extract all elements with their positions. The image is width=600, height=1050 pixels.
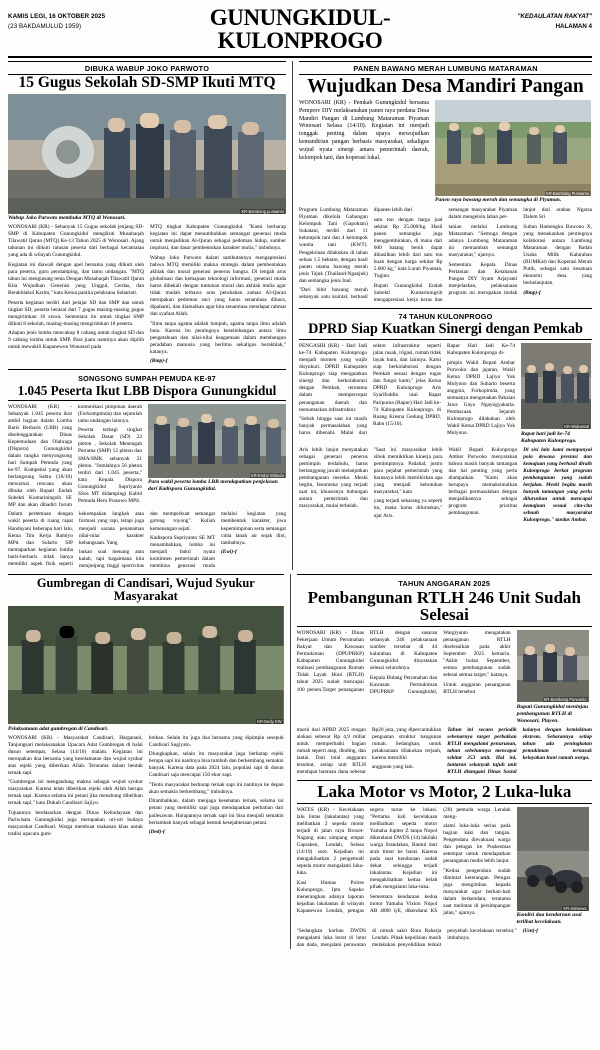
article-bawang-photo-wrap xyxy=(435,100,591,204)
paragraph: Sementara Kepala Dinas Pertanian dan Ketahanan Pangan DIY Syam Arjayanti menjelaskan, pelaksanaan program ini merupakan tindak lanjut dari arahan Ngarsa Dalem Sri xyxy=(448,207,592,296)
paragraph: tanian melalui Lumbung Mataraman. "Semoga dengan adanya Lumbung Mataraman ini memambah semangat masyarakat," ujarnya. xyxy=(448,223,518,259)
article-mtq-caption: Wabup Joko Parwoto membuka MTQ di Wonosari. xyxy=(8,215,126,222)
photo-illustration xyxy=(517,630,589,702)
article-bawang-headline: Wujudkan Desa Mandiri Pangan xyxy=(307,75,584,97)
paragraph: WONOSARI (KR) - Sebanyak 15 Gugus sekolah jenjang SD-SMP di Kabupaten Gunungkidul mengikuti Musabaqah Tilawatil Quran (MTQ) Ke-13 Tahun 2025 di Wonosari. Ajang tahunan ini diikuti ratusan peserta dari berbagai kecamatan yang ada di wilayah Gunungkidul. xyxy=(8,224,144,259)
left-column-2 xyxy=(8,574,284,949)
page-title: GUNUNGKIDUL-KULONPROGO xyxy=(209,5,391,53)
photo-illustration xyxy=(435,100,591,196)
paragraph: brekan. Selain itu juga doa bersama yang dipimpin sesepuh Candisari Sugiyato. xyxy=(148,734,284,748)
article-gumbregan-body xyxy=(8,735,284,840)
photo-illustration xyxy=(8,94,286,214)
divider xyxy=(297,803,592,804)
article-gumbregan-photo-credit: KR-Dedy EW xyxy=(257,719,282,725)
article-laka xyxy=(297,783,592,949)
article-laka-photo xyxy=(517,807,589,911)
paragraph: Dalam pertemuan dengan wakil peserta di ruang rapat Handayani beberapa hari lalu, Ketua Tim Kerja Ramiyo MPd dan Sularto SIP memaparkan kegiatan lomba baris-berbaris tidak hanya memiliki aspek fisik seperti kekompakan langkah atau formasi yang rapi, tetapi juga menjadi sarana penanaman nilai-nilai karakter kebangsaan. Yang xyxy=(8,511,144,567)
paragraph: WONOSARI (KR) - Sebanyak 1.045 peserta ikut ambil bagian dalam Lomba Baris Berbaris (LBB) yang diselenggarakan Dinas Kepemudaan dan Olahraga (Dispora) Gunungkidul dalam rangka menyongsong hari Sumpah Pemuda yang ke-97. Kompetisi yang akan berlangsung Sabtu (18/10) mewarnai rencana akan dibuka oleh Bupati Endah Subekti Kuntariningsih SE MP dan akan dihadiri forum komunikasi pimpinan daerah (Forkompimda) dan sejumlah tamu undangan lainnya. xyxy=(8,403,142,509)
photo-illustration xyxy=(521,343,591,429)
photo-illustration xyxy=(517,807,589,911)
photo-illustration xyxy=(8,606,284,724)
divider xyxy=(297,626,592,627)
paragraph: Wakil Bupati Kulonprogo Ambar Purwoko menyatakan bahwa masih banyak tantangan dan hal penting yang perlu diampaikan. "Kami akan berupaya memaksimalkan berbagai permasalahan dengan menjadikannya sebagai program prioritas pembangunan. xyxy=(448,446,518,517)
paragraph: Tujuannya berdasarkan dengan Dinas Kebudayaan dan Pariwisata Gunungkidul juga merupakan uri-uri budaya masyarakat Candisari. Warga membuat makanan khas untuk tradisi upacara gum- xyxy=(8,810,143,838)
paragraph: Kepala Bidang Perumahan dan Kawasan Permukiman DPUPRKP Gunungkidul, Wargiyanto mengatakan penanganan RTLH diselesaikan pada akhir September 2025 kemarin. "Akhir bulan September, semua pembangunan sudah selesai semua target," katanya. xyxy=(369,630,511,695)
article-laka-endmark: (Unt)-f xyxy=(522,928,539,935)
paragraph: Program Lumbung Mataraman Piyaman dikelola Gabungan Kelompok Tani (Gapoktan) Sukatani, terdiri dari 11 kelompok tani dan 4 kelompok wanita tani (KWT). Pengelolaan dilakukan di lahan seluas 1,5 hektare, dengan hasil panen utama bawang merah jenis Tajuk (Thailand-Nganjuk) dan semangka jenis Inul. xyxy=(299,207,368,284)
paragraph: bukan soal menang atau kalah, tapi bagaimana kita menjunjung tinggi sportivitas dan memperkuat semangat gotong royong". Kuliah kemenangan sejati. xyxy=(79,511,215,570)
article-bawang-endmark: (Bmp)-f xyxy=(523,289,541,296)
article-bawang-lead: WONOSARI (KR) - Pemkab Gunungkidul bersama Pemprov DIY melaksanakan panen raya perdana Desa Mandiri Pangan di Lumbung Mataraman Piyaman Wonosari Selasa (14/10). Kegiatan ini menjadi tonggak penting dalam upaya mewujudkan kemandirian pangan berbasis masyarakat, sekaligus wujud nyata sinergi antara pemerintah daerah, kelompok tani, dan koperasi lokal. xyxy=(299,99,429,162)
masthead xyxy=(8,6,592,54)
paragraph: "Sedangkan korban DWDS mengalami luka berat di lutut dan dada, menjalani perawatan di rumah sakit Rura Raharja Lendah. Pihak kepolisian masih melakukan penyelidikan terkait penyebab kecelakaan tersebut," imbuhnya. xyxy=(296,928,517,949)
article-dprd-photo xyxy=(521,343,591,429)
article-gumbregan-caption: Pelaksanaan adat gumbregan di Candisari. xyxy=(8,725,109,732)
paragraph: murni dari APBD 2025 rengan alokasi sebesar Rp 4,9 miliar untuk memperbaiki bagian rumah seperti atap, dinding, dan lantai. Dari total anggaran tersebut, setiap unit RTLH mendapat bantuan dana sebesar Rp20 juta, yang dipercantukkan penguatan struktur bangunan rumah. Sedangkan, untuk pelaksanaan dilakukan terjauh, karena memiliki xyxy=(296,726,442,775)
right-column xyxy=(292,61,592,570)
article-mtq-photo-credit: KR-Bambang purwanto xyxy=(241,208,284,214)
paragraph: WONOSARI (KR) - Masyarakat Candisari, Harganani, Tanjungsari melaksanakan Upacara Adat Gumbregan di balai dusun setempat, Selasa (14/10) malam. Kegiatan ini merupakan doa bersama yang keselamatan dan wujud syukur atas rejeki yang diberikan Allah. Terutama dalam bentuk ternak sapi. xyxy=(8,734,143,776)
divider xyxy=(299,308,592,309)
masthead-rule xyxy=(8,56,592,58)
paragraph: satu ton dengan harga jual sekitar Rp 25.000/kg. Hasil panen semangka juga menggembirakan, di mana dari 600 batang benih dapat dihasilkan lebih dari satu ton buah dengan harga sekitar Rp 5.000 kg," kata Lurah Piyaman, Tugino. xyxy=(373,216,443,280)
article-laka-photo-credit: KR-Istimewa xyxy=(563,905,587,911)
photo-illustration xyxy=(148,404,286,478)
paragraph: PENGASIH (KR) - Hari Jadi ke-74 Kabupaten Kulonprogo menjadi momen yang wajib disyukuri. DPRD Kabupaten Kulonprogo siap menguatkan sinergi dan berkolaborasi dengan Pemkab, terutama dalam mempercepat penanganan daerah dan menuntaskan infrastruktur. xyxy=(299,343,367,413)
article-dprd-caption: Rapat hari jadi ke-74 Kabupaten Kulonprogo. xyxy=(521,430,577,444)
masthead-meta xyxy=(472,6,592,32)
middle-section xyxy=(8,574,592,949)
left-column xyxy=(8,61,286,570)
masthead-page-number: HALAMAN 4 xyxy=(555,22,592,30)
masthead-date-line1: KAMIS LEGI, 16 OKTOBER 2025 xyxy=(8,13,106,20)
paragraph: MTQ tingkat Kabupaten Gunungkidul. "Kami berharap kegiatan ini dapat menumbuhkan semangat generasi muda untuk menjadikan Al-Quran sebagai pedoman hidup, sumber inspirasi, dan dasar pembentukan karakter mulia," imbuhnya. xyxy=(150,224,286,252)
article-mtq-photo xyxy=(8,94,286,214)
paragraph: Bupati Gunungkidul Endah Subekti Kuntariningsih mengapresiasi kerja keras dan semangat masyarakat Piyaman dalam mengelola lahan per- xyxy=(373,207,518,303)
article-bawang xyxy=(299,61,592,304)
article-lbb-kicker: SONGSONG SUMPAH PEMUDA KE-97 xyxy=(78,373,216,383)
paragraph: "Saat ini masyarakat lebih sibuk memikirkan kinerja para pemimpinnya. Padahal, justru para pejabat pemerintah yang harusnya lebih memikirkan apa yang menjadi kebutuhan masyarakat," kata xyxy=(373,446,443,495)
article-bawang-photo-credit: KR-Bambang Purwanto xyxy=(545,190,589,196)
article-lbb-photo xyxy=(148,404,286,478)
article-mtq-body xyxy=(8,224,286,365)
paragraph: "Gumbregan ini mengandung makna sebagai wujud syukur masyarakat. Karena telah diberikan rejeki oleh Allah berupa ternak sapi. Karena selama ini petani jika menabung dibelikan ternak sapi," kata Dukuh Candisari Sajiyo. xyxy=(8,779,143,807)
article-mtq-headline: 15 Gugus Sekolah SD-SMP Ikuti MTQ xyxy=(18,73,276,91)
paragraph: pimpin Wakil Bupati Ambar Purwoko dan jajaran, Wakil Ketua DPRD Lajiyo Yok Mulyono dan Suharto beserta anggota, Forkopimda, yang semuanya mengenakan Pakaian Jawa Gaya Ngayogyakarta. Pembacaan Sejarah Kulonprogo dilakukan oleh Wakil Ketua DPRD Lajiyo Yok Mulyono. xyxy=(447,359,515,437)
article-rtlh-headline: Pembangunan RTLH 246 Unit Sudah Selesai xyxy=(307,587,581,625)
article-dprd-photo-credit: KR-Widiastuti xyxy=(564,424,589,430)
paragraph: Adapun jenis lomba mencakup 8 cabang untuk tingkat SD dan 9 cabang lomba untuk SMP. Para juara nantinya akan dipilih untuk mewakili Kapanewon Wonosari pada xyxy=(8,330,144,351)
paragraph: Untuk anggaran penanganan RTLH tersebut xyxy=(443,681,511,695)
article-rtlh-body-left xyxy=(297,630,511,696)
paragraph: "Tentu masyarakat berharap ternak sapi ini nantinya ke depan akan semakin berkembang," imbuhnya. xyxy=(148,781,284,795)
article-lbb xyxy=(8,372,286,570)
divider xyxy=(297,574,592,575)
article-rtlh-caption: Bupati Gunungkidul meninjau pembangunan RTLH di Wonosari, Playen. xyxy=(516,703,589,724)
paragraph: "Dari bibit bawang merah sebanyak satu kuintal, berhasil dipanen lebih dari xyxy=(299,207,413,301)
divider xyxy=(8,400,286,401)
article-bawang-photo xyxy=(435,100,591,196)
article-rtlh xyxy=(297,577,592,776)
divider xyxy=(8,574,284,575)
article-laka-caption: Kondisi dua kendaraan usai terlibat kecelakaan. xyxy=(516,912,582,926)
paragraph: WONOSARI (KR) - Dinas Pekerjaan Umum Perumahan Rakyat dan Kawasan Permukiman (DPUPRKP) Kabupaten Gunungkidul realisasi pembangunan Rumah Tidak Layak Huni (RTLH) tahun 2025 sudah mencapai 100 persen.Target penanganan RTLH dengan sasaran sebanyak 246 pelaksanaan sumber tersebar di 44 kalurahan di Kabupaten Gunungkidul dinyatakan selesai seluruhnya. xyxy=(296,630,438,693)
article-dprd xyxy=(299,311,592,524)
article-rtlh-photo xyxy=(517,630,589,702)
article-dprd-kicker: 74 TAHUN KULONPROGO xyxy=(398,312,493,322)
article-rtlh-body xyxy=(297,727,592,776)
right-column-2 xyxy=(290,574,592,949)
article-laka-body-left xyxy=(297,807,511,918)
article-mtq-kicker: DIBUKA WABUP JOKO PARWOTO xyxy=(8,61,286,75)
article-rtlh-photo-credit: KR-Bambang Purwanto xyxy=(543,697,587,703)
article-bawang-kicker: PANEN BAWANG MERAH LUMBUNG MATARAMAN xyxy=(299,61,592,75)
paragraph: Sultan Hamengku Buwono X, yang menekankan pentingnya kolaborasi antara Lumbung Mataraman dengan Badan Usaha Milik Kalurahan (BUMKal) dan Koperasi Merah Putih, sebagai satu kesatuan ekonomi desa yang berkelanjutan. xyxy=(523,223,592,287)
masthead-slogan: "KEDAULATAN RAKYAT" xyxy=(517,13,592,20)
paragraph: Peserta kegiatan terdiri dari pelajar SD dan SMP dan untuk tingkat SD, peserta berasal dari 7 gugus masing-masing gugus mengirimkan 16 siswa. Sementara itu untuk tingkat SMP diikuti 8 sekolah, masing-masing mengirimkan 18 peserta. xyxy=(8,299,144,327)
paragraph: Kadispora Supriyanto SE MT menambahkan, lomba ini menjadi bukti nyata komitmen pemerintah dalam membina generasi muda melalui kegiatan yang membentuk karakter, jiwa kepemimpinan serta semangat cinta tanah air sejak dini, tambahnya. xyxy=(150,511,286,570)
paragraph: Kegiatan ini diawali dengan apel bersama yang diikuti oleh para peserta, guru pendamping, dan tamu undangan. "MTQ tahun ini mengusung tema Dengan Musabaqah Tilawatil Quran Kita Wujudkan Generasi yang Unggul, Cerdas, dan Berakhlakul Karim," kata Ketua panitia pelaksana Suhartati. xyxy=(8,261,144,297)
article-lbb-photo-credit: KR-Endar Widodo xyxy=(251,472,284,478)
paragraph: Sementara kendaraan kedua motor Yamaha Vixion Nopol AB 4880 iyE, dikendarai KS (20) pemuda warga Lendah meng- xyxy=(369,806,511,914)
article-gumbregan-photo xyxy=(8,606,284,724)
article-bawang-lead-wrap xyxy=(299,100,429,204)
divider xyxy=(8,369,286,370)
masthead-date xyxy=(8,6,128,31)
article-rtlh-kicker: TAHUN ANGGARAN 2025 xyxy=(398,578,491,588)
article-lbb-photo-wrap xyxy=(148,404,286,510)
article-lbb-caption: Para wakil peserta lomba LBB mendapatkan penjelasan dari Kadispora Gunungkidul. xyxy=(148,479,278,493)
article-lbb-body-left xyxy=(8,404,142,510)
article-dprd-headline: DPRD Siap Kuatkan Sinergi dengan Pemkab xyxy=(308,321,583,338)
article-dprd-body-left xyxy=(299,343,515,437)
paragraph: "Sebab hingga saat ini masih banyak permasalahan yang harus dibenahi. Mulai dari sektor infrastruktur seperti jalan rusak, irigasi, rumah tidak layak huni, dan lainnya. Kami siap berkolaborasi dengan Pemkab sesuai dengan tugas dan fungsi kami," jelas Ketua DPRD Kulonprogo Aris Syarifuddin usai Rapat Paripurna (Rapur) Hari Jadi ke-74 Kabupaten Kulonprogo, di Ruang Kresna Gedung DPRD, Rabu (15/10). xyxy=(299,343,441,437)
paragraph: Kasi Humas Polres Kulonprogo, Iptu Sapsko menerangkan adanya laporan kejadian lakalantas di wilayah Kapanewon Lendah, petugas segera turun ke lokasi. "Pertama kali kecelakaan melibatkan sepeda motor Yamaha Jupiter Z tanpa Nopol dikendarai DWDS (14) lakilaki warga Srandakan, Bantul dari arah timur ke barat. Karena pada saat kendaraan sudah dekat sehingga terjadi lakalantas. Kejadian ini mengakibatkan kedua belah pihak mengalami luka-luka. xyxy=(296,806,438,914)
article-dprd-endmark: Di sisi lain kami mempunyai pola dewasa prestasi dan kemajuan yang berhasil diraih Kulonprogo berkat program pembangunan yang sudah berjalan. Meski begitu masih banyak tantangan yang perlu diluruskan untuk mencapai kemajuan sesuai cita-cita sebuah masyarakat Kulonprogo," tandas Ambar. xyxy=(523,446,592,524)
article-rtlh-endmark: Tahun ini secara periodik sebenarnya target perbaikan RTLH mengalami penurunan, tahun sebelumnya mencapai sekitar 253 unit. Hal ini, lantaran sekanyak tujuh unit RTLH ditangani Dinas Sosial kalanya dengan kemiskinan ekstrem. Sebarannya setiap tahun ada peningkatan pemukiman ternasuk kelayakan huni rumah warga. xyxy=(447,726,592,775)
article-laka-text-left xyxy=(297,807,511,926)
article-laka-body xyxy=(297,928,592,949)
article-gumbregan-headline: Gumbregan di Candisari, Wujud Syukur Masyarakat xyxy=(36,576,255,604)
article-rtlh-text-left xyxy=(297,630,511,724)
article-lbb-headline: 1.045 Peserta Ikut LBB Dispora Gunungkidul xyxy=(17,382,277,398)
paragraph: Aris lebih lanjut menyatakan sebagai generasi penerus pemimpin terdahulu, harus bertanggung jawab melanjutkan pembangunan mereka. Meski begitu, fenomena yang terjadi saat ini, khususnya hubungan antara pemerintah dan masyarakat, mulai terbelah. xyxy=(299,446,368,509)
paragraph: Diungkapkan, selain itu masyarakat juga berharap rejeki berupa sapi ini nantinya bisa tumbuh dan berkembang semakin banyak. Karena data pada 2024 lalu, populasi sapi di dusun Candisari saja mencapai 150 ekor sapi. xyxy=(148,751,284,779)
paragraph: Ditambahkan, dalam menjaga kesehatan ternak, selama ini petani yang memiliki sapi juga mendapatkan perhatian dari pailesawan. Harapannya ternak sapi ini bisa menjadi semakin bertambah banyak sebagai bentuk kesejahteraan petani. xyxy=(148,798,284,826)
paragraph: anggaran yang lain. xyxy=(371,764,414,771)
masthead-title-wrap xyxy=(128,6,472,52)
divider xyxy=(299,339,592,340)
article-mtq-endmark: (Bmp)-f xyxy=(150,358,168,365)
paragraph: Peserta terbagi tingkat Sekolah Dasar (SD) 22 pleton , Sekolah Menengah Pertama (SMP) 12 pleton dan SMA/SMK sebanyak 21 pleton. "Jumlahnya 56 pleton terdiri dari 1.045 peserta," kata Kepala Dispora Gunungkidul Supriyanto SSos MT didampingi Kabid Pemuda Heru Prasowo MPd. xyxy=(78,427,142,504)
masthead-date-line2: (23 BAKDAMULUD 1959) xyxy=(8,22,82,30)
paragraph: Rapur Hari Jadi Ke-74 Kabupaten Kulonprogo di- xyxy=(447,343,515,357)
article-bawang-caption: Panen raya bawang merah dan semangka di Piyaman. xyxy=(435,197,562,204)
paragraph: "Ilmu tanpa agama adalah lumpuh, agama tanpa ilmu adalah buta. Karena itu pentingnya keseimbangan antara ilmu pengetahuan dan nilai-nilai keagamaan dalam membangun peradaban manusia yang berilmu sekaligus berakhlak," katanya. xyxy=(150,320,286,355)
article-rtlh-photo-wrap xyxy=(517,630,589,724)
paragraph: "Kedua pengendara sudah dimintai keterangan. Petugas juga mengimbau kepada masyarakat agar berhati-hati dalam berkendara, terutama saat melintas di persimpangan jalan," ujarnya. xyxy=(443,867,511,917)
paragraph: Wabup Joko Parwoto dalam sambutannya mengapresiasi bahwa MTQ memiliki makna strategis dalam pembentukan akhlak dan moral generasi penerus bangsa. Di tengah arus globalisasi dan kemajuan teknologi informasi, generasi muda harus dibekali dengan tuntunan moral dan akhlak mulia agar tidak mudah terbawa arus perubahan zaman Al-Quran merupakan pedoman suci yang harus senantiasa dibaca, dipahami, dan diamalkan agar kita senantiasa mendapat rahmat dan syafaat Allah. xyxy=(150,254,286,318)
divider xyxy=(297,780,592,781)
article-dprd-photo-wrap xyxy=(521,343,591,444)
article-laka-headline: Laka Motor vs Motor, 2 Luka-luka xyxy=(317,781,572,801)
article-lbb-body xyxy=(8,511,286,570)
paragraph: alami luka-luka serius pada bagian kaki dan tangan. Pengendara dievakuasi warga dan petugas ke Puskesmas setempat untuk mendapatkan penanganan medis lebih lanjut. xyxy=(443,823,511,865)
article-laka-photo-wrap xyxy=(517,807,589,926)
article-lbb-endmark: (Ewi)-f xyxy=(221,549,237,556)
article-gumbregan-endmark: (Ded)-f xyxy=(148,829,165,836)
article-bawang-body xyxy=(299,207,592,304)
top-section xyxy=(8,61,592,570)
paragraph: yang terjadi sekarang ya seperti itu, maka harus diluruskan," ujar Aris. xyxy=(373,498,443,519)
article-dprd-body xyxy=(299,447,592,525)
article-lbb-text-left xyxy=(8,404,142,510)
article-mtq xyxy=(8,61,286,365)
article-gumbregan xyxy=(8,577,284,839)
article-dprd-text-left xyxy=(299,343,515,444)
paragraph: WATES (KR) - Kecelakaan lalu lintas (lakalantas) yang melibatkan 2 sepeda motor terjadi di jalan raya Brosot-Nagung atau simpang empat Gapraken, Lendah, Selasa (14/10) sore. Kejadian ini mengakibatkan 2 pengemudi sepeda motor mengalami luka-luka. xyxy=(296,806,364,876)
